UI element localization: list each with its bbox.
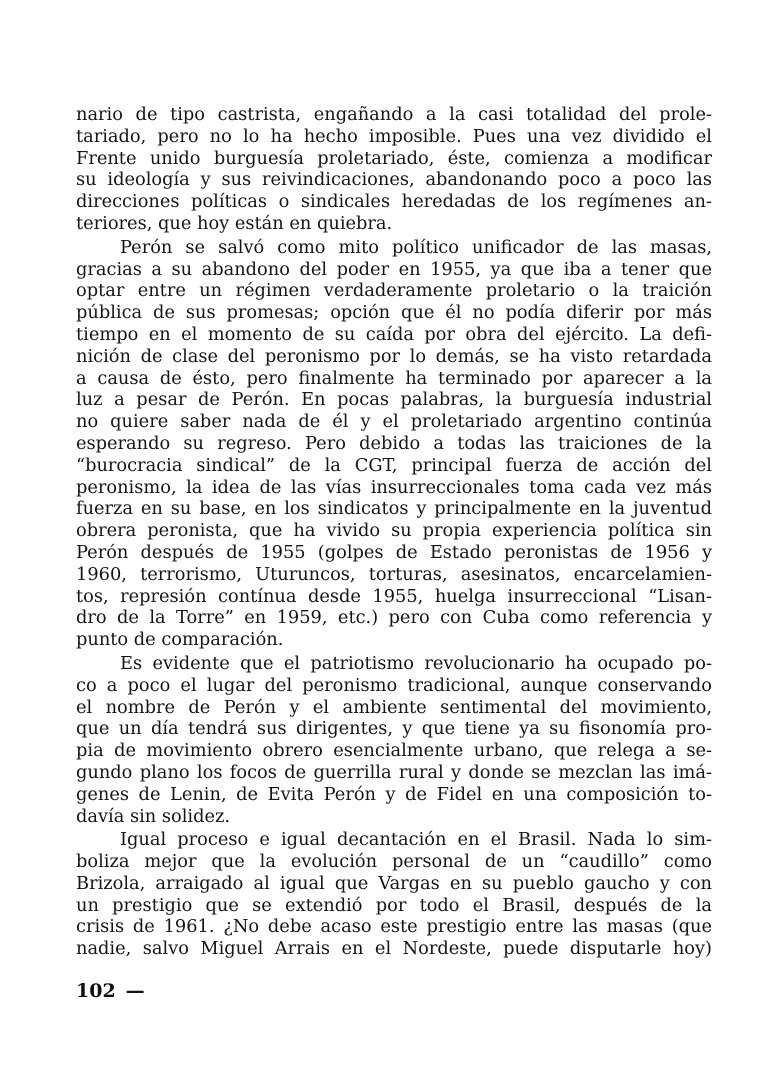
text-line: Perón se salvó como mito político unificador de las masas, [120,236,712,258]
text-line: fuerza en su base, en los sindicatos y principalmente en la juventud [76,498,712,520]
text-line: “burocracia sindical” de la CGT, principal fuerza de acción del [76,454,712,476]
text-line: dro de la Torre” en 1959, etc.) pero con Cuba como referencia y [76,607,712,629]
text-line: un prestigio que se extendió por todo el Brasil, después de la [76,894,712,916]
paragraph [76,829,712,960]
text-line: punto de comparación. [76,629,284,651]
text-line: Brizola, arraigado al igual que Vargas en su pueblo gaucho y con [76,872,712,894]
text-line: optar entre un régimen verdaderamente proletario o la traición [76,280,712,302]
text-line: tos, represión contínua desde 1955, huelga insurreccional “Lisan- [76,585,712,607]
page-number: 102 [76,980,116,1002]
text-line: Igual proceso e igual decantación en el Brasil. Nada lo sim- [120,829,712,851]
text-line: tiempo en el momento de su caída por obra del ejército. La defi- [76,323,712,345]
page-footer [76,980,145,1002]
text-line: nadie, salvo Miguel Arrais en el Nordeste, puede disputarle hoy) [76,938,712,960]
text-line: genes de Lenin, de Evita Perón y de Fidel en una composición to- [76,783,712,805]
text-line: peronismo, la idea de las vías insurreccionales toma cada vez más [76,476,712,498]
text-line: pia de movimiento obrero esencialmente urbano, que relega a se- [76,740,712,762]
text-line: gracias a su abandono del poder en 1955, ya que iba a tener que [76,258,712,280]
text-line: Perón después de 1955 (golpes de Estado peronistas de 1956 y [76,541,712,563]
text-line: davía sin solidez. [76,805,231,827]
text-line: esperando su regreso. Pero debido a todas las traiciones de la [76,432,712,454]
text-line: 1960, terrorismo, Uturuncos, torturas, asesinatos, encarcelamien- [76,563,712,585]
text-line: tariado, pero no lo ha hecho imposible. Pues una vez dividido el [76,125,712,147]
text-line: crisis de 1961. ¿No debe acaso este prestigio entre las masas (que [76,916,712,938]
text-line: boliza mejor que la evolución personal de un “caudillo” como [76,851,712,873]
text-line: obrera peronista, que ha vivido su propia experiencia política sin [76,520,712,542]
text-line: a causa de ésto, pero finalmente ha terminado por aparecer a la [76,367,712,389]
paragraph [76,104,712,235]
text-line: luz a pesar de Perón. En pocas palabras, la burguesía industrial [76,389,712,411]
text-line: su ideología y sus reivindicaciones, abandonando poco a poco las [76,169,712,191]
text-line: gundo plano los focos de guerrilla rural y donde se mezclan las imá- [76,761,712,783]
text-line: que un día tendrá sus dirigentes, y que tiene ya su fisonomía pro- [76,718,712,740]
text-line: Es evidente que el patriotismo revolucionario ha ocupado po- [120,652,712,674]
text-line: nición de clase del peronismo por lo demás, se ha visto retardada [76,345,712,367]
text-line: teriores, que hoy están en quiebra. [76,212,393,234]
paragraph [76,237,712,651]
text-line: el nombre de Perón y el ambiente sentimental del movimiento, [76,696,712,718]
footer-dash: — [125,980,145,1002]
text-line: no quiere saber nada de él y el proletariado argentino continúa [76,411,712,433]
body-text [76,104,712,960]
text-line: nario de tipo castrista, engañando a la casi totalidad del prole- [76,104,712,125]
text-line: pública de sus promesas; opción que él no podía diferir por más [76,302,712,324]
paragraph [76,653,712,827]
text-line: direcciones políticas o sindicales heredadas de los regímenes an- [76,191,712,213]
text-line: Frente unido burguesía proletariado, éste, comienza a modificar [76,147,712,169]
text-line: co a poco el lugar del peronismo tradicional, aunque conservando [76,674,712,696]
